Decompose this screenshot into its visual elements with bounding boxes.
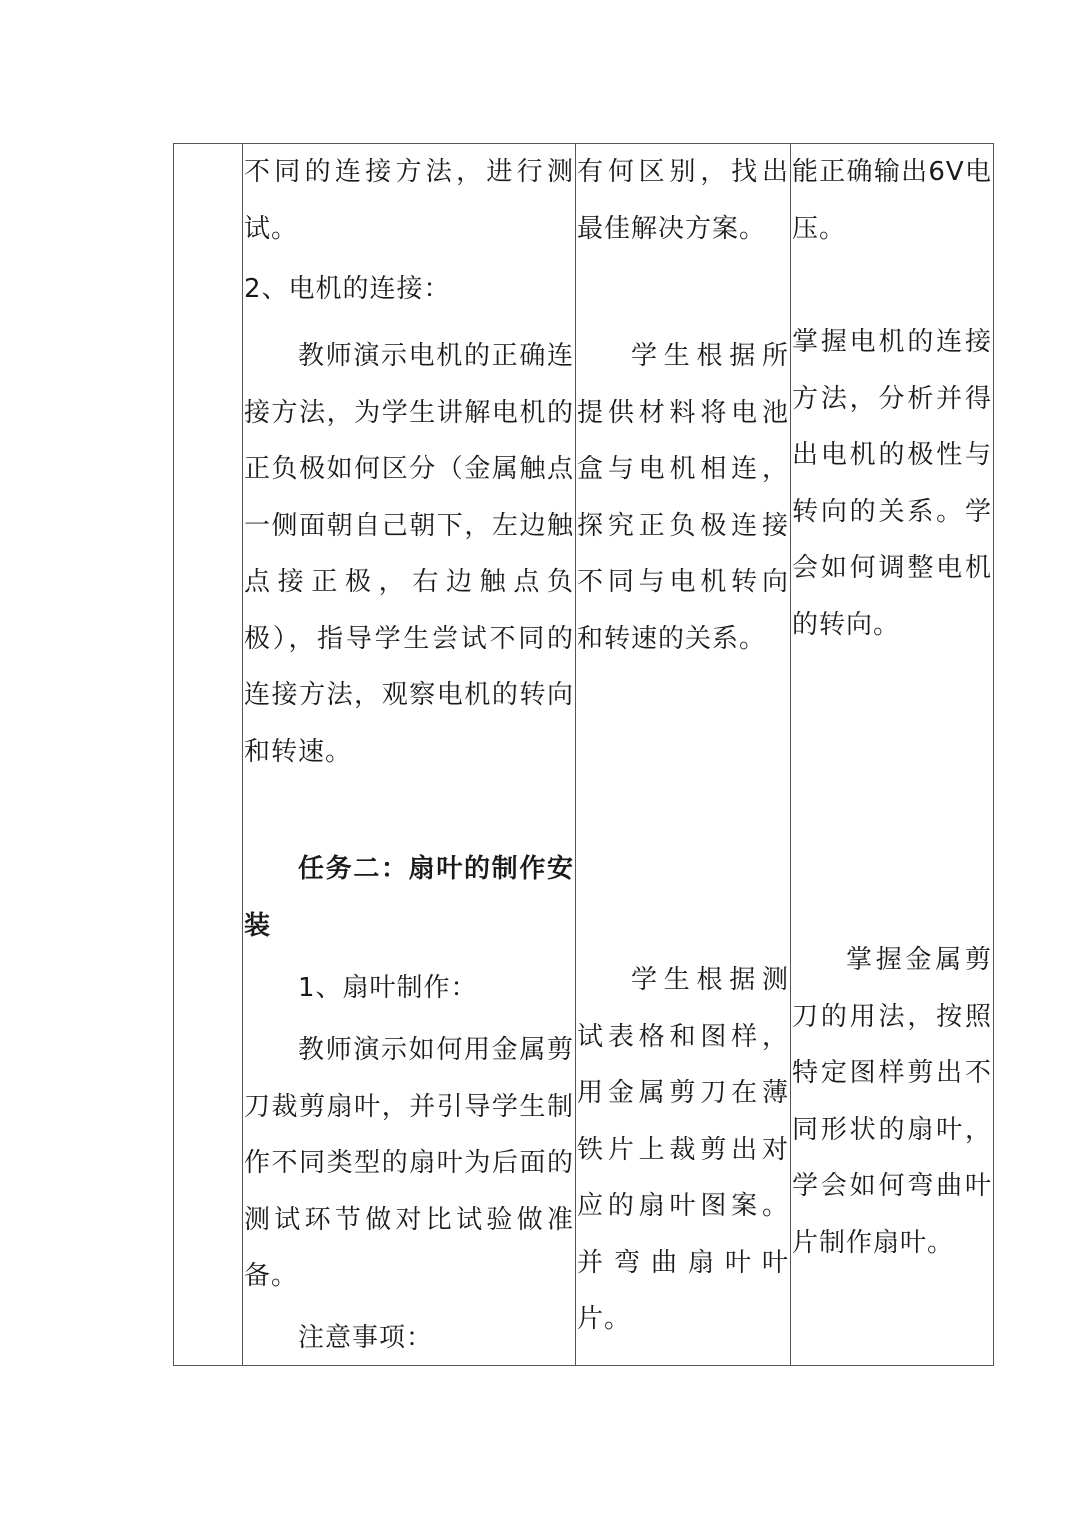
column-divider [575, 144, 576, 1365]
heading-motor-connection: 2、电机的连接： [244, 274, 451, 304]
student-activity-cell [577, 144, 789, 1364]
column-divider [242, 144, 243, 1365]
objective-text-voltage: 能正确输出6V电压。 [792, 157, 992, 244]
teacher-activity-cell [244, 144, 574, 1364]
teacher-text-blade-demo: 教师演示如何用金属剪刀裁剪扇叶，并引导学生制作不同类型的扇叶为后面的测试环节做对比试验做准备。 [244, 1035, 574, 1291]
column-divider [790, 144, 791, 1365]
heading-task-two: 任务二：扇叶的制作安装 [244, 854, 574, 941]
objective-text-motor: 掌握电机的连接方法，分析并得出电机的极性与转向的关系。学会如何调整电机的转向。 [792, 327, 992, 640]
objective-text-blade: 掌握金属剪刀的用法，按照特定图样剪出不同形状的扇叶，学会如何弯曲叶片制作扇叶。 [792, 945, 992, 1258]
student-text-motor-connection: 学生根据所提供材料将电池盒与电机相连，探究正负极连接不同与电机转向和转速的关系。 [577, 341, 789, 654]
student-text-best-solution: 有何区别，找出最佳解决方案。 [577, 157, 789, 244]
teacher-text-connection-testing: 不同的连接方法，进行测试。 [244, 157, 574, 244]
heading-precautions: 注意事项： [298, 1323, 434, 1353]
objective-cell [792, 144, 992, 1364]
lesson-plan-table [173, 143, 994, 1366]
student-text-blade-cutting: 学生根据测试表格和图样，用金属剪刀在薄铁片上裁剪出对应的扇叶图案。并弯曲扇叶叶片。 [577, 965, 789, 1334]
teacher-text-motor-demo: 教师演示电机的正确连接方法，为学生讲解电机的正负极如何区分（金属触点一侧面朝自己朝下，左边触点接正极，右边触点负极），指导学生尝试不同的连接方法，观察电机的转向和转速。 [244, 341, 574, 767]
heading-fan-blade-making: 1、扇叶制作： [298, 973, 478, 1003]
